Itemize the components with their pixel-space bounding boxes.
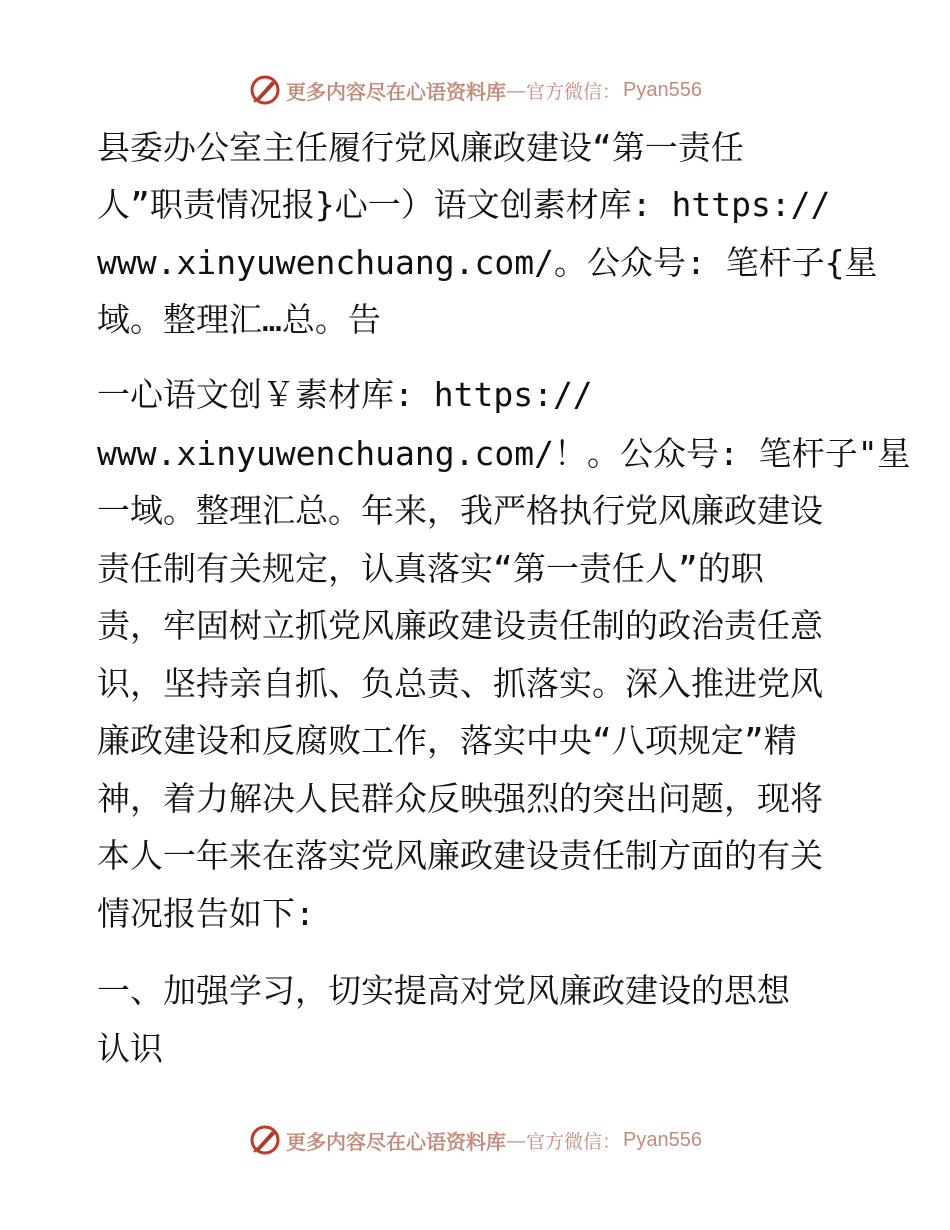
footer-banner (0, 1120, 950, 1160)
text-line: 域。整理汇…总。告 (97, 300, 381, 339)
banner-dash: — (506, 1128, 526, 1152)
text-line: 识，坚持亲自抓、负总责、抓落实。深入推进党风 (97, 664, 823, 703)
banner-text: 更多内容尽在心语资料库 (286, 79, 506, 104)
text-line: 责，牢固树立抓党风廉政建设责任制的政治责任意 (97, 606, 823, 645)
banner-text: 更多内容尽在心语资料库 (286, 1129, 506, 1154)
quill-pen-logo-icon (248, 1123, 282, 1157)
section-heading: 一、加强学习，切实提高对党风廉政建设的思想 (97, 971, 790, 1010)
text-line: 廉政建设和反腐败工作，落实中央“八项规定”精 (97, 721, 797, 760)
text-line: 一心语文创￥素材库: https:// (97, 375, 593, 414)
banner-contact-id: Pyan556 (623, 78, 702, 101)
banner-contact-label: 官方微信： (526, 1130, 622, 1153)
banner-contact-id: Pyan556 (623, 1128, 702, 1151)
text-line: 情况报告如下: (97, 894, 315, 933)
text-line: www.xinyuwenchuang.com/。公众号: 笔杆子{星 (97, 243, 878, 282)
text-line: 责任制有关规定，认真落实“第一责任人”的职 (97, 549, 764, 588)
text-line: 人”职责情况报}心一）语文创素材库: https:// (97, 185, 831, 224)
section-heading: 认识 (97, 1029, 163, 1068)
text-line: 本人一年来在落实党风廉政建设责任制方面的有关 (97, 836, 823, 875)
banner-dash: — (506, 78, 526, 102)
text-line: www.xinyuwenchuang.com/！。公众号: 笔杆子"星 (97, 434, 911, 473)
quill-pen-logo-icon (248, 73, 282, 107)
text-line: 一域。整理汇总。年来，我严格执行党风廉政建设 (97, 491, 823, 530)
text-line: 神，着力解决人民群众反映强烈的突出问题，现将 (97, 779, 823, 818)
banner-contact-label: 官方微信： (526, 80, 622, 103)
header-banner (0, 70, 950, 110)
text-line: 县委办公室主任履行党风廉政建设“第一责任 (97, 128, 744, 167)
